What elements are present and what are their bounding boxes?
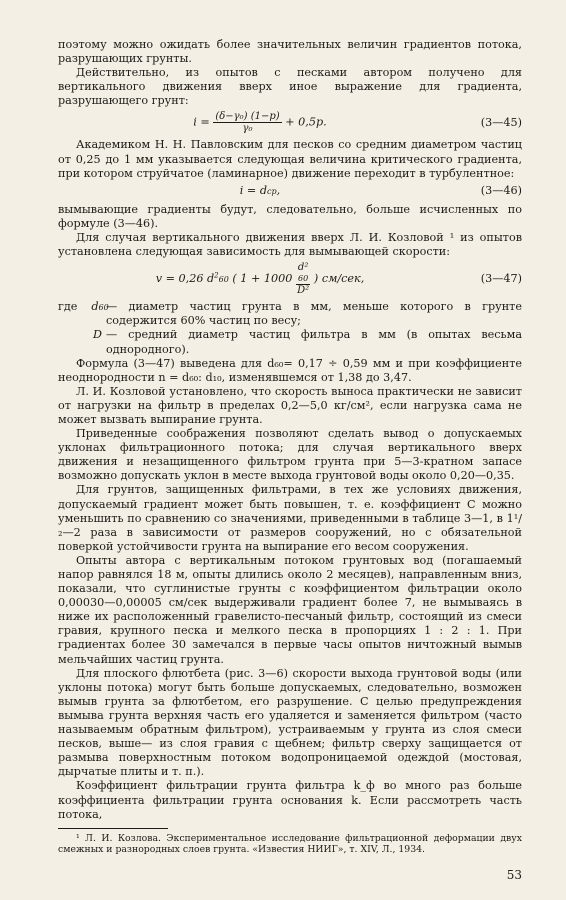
paragraph-3: Академиком Н. Н. Павловским для песков со средним диаметром частиц от 0,25 до 1 мм указывается следующая величина критического градиента, при котором струйчатое (ламинарное) движение переходит в турбулентное:: [58, 138, 522, 180]
equation-number: (3—45): [480, 115, 522, 129]
legend-D: D — средний диаметр частиц фильтра в мм (в опытах весьма однородного).: [93, 328, 522, 356]
footnote: ¹ Л. И. Козлова. Экспериментальное исследование фильтрационной деформации двух смежных и разнородных слоев грунта. «Известия НИИГ», т. XIV, Л., 1934.: [58, 832, 522, 856]
equation-3-46: i = dср, (3—46): [239, 183, 522, 198]
paragraph-1: поэтому можно ожидать более значительных величин градиентов потока, разрушающих грунты.: [58, 38, 522, 66]
equation-3-47: v = 0,26 $d^260$ ( 1 + 1000 d² 60 D² ) см/сек, (3—47): [155, 262, 522, 297]
paragraph-4: вымывающие градиенты будут, следовательно, больше исчисленных по формуле (3—46).: [58, 202, 522, 230]
page-number: 53: [506, 868, 522, 882]
paragraph-6: Формула (3—47) выведена для d₆₀= 0,17 ÷ 0,59 мм и при коэффициенте неоднородности n = d₆₀: d₁₀, изменявшемся от 1,38 до 3,47.: [58, 356, 522, 384]
footnote-divider: [58, 828, 168, 829]
legend-D-text: — средний диаметр частиц фильтра в мм (в опытах весьма однородного).: [106, 328, 522, 356]
paragraph-12: Коэффициент фильтрации грунта фильтра k_ф во много раз больше коэффициента фильтрации грунта основания k. Если рассмотреть часть потока,: [58, 779, 522, 821]
equation-number: (3—47): [480, 272, 522, 286]
legend-d60: где d60 — диаметр частиц грунта в мм, меньше которого в грунте содержится 60% частиц по весу;: [58, 300, 522, 328]
paragraph-10: Опыты автора с вертикальным потоком грунтовых вод (погашаемый напор равнялся 18 м, опыты длились около 2 месяцев), направленным вниз, показали, что суглинистые грунты с коэффициентом фильтрации около 0,00030—0,00005 см/сек выдерживали градиент более 7, не вымываясь в ниже их расположенный гравелисто-песчаный фильтр, состоящий из смеси гравия, крупного песка и мелкого песка в пропорциях 1 : 2 : 1. При градиентах более 30 замечался в первые часы опытов ничтожный вымыв мельчайших частиц грунта.: [58, 553, 522, 666]
equation-number: (3—46): [480, 184, 522, 198]
paragraph-11: Для плоского флютбета (рис. 3—6) скорости выхода грунтовой воды (или уклоны потока) могут быть больше допускаемых, следовательно, возможен вымыв грунта за флютбетом, его разрушение. С целью предупреждения вымыва грунта верхняя часть его удаляется и заменяется фильтром (часто называемым обратным фильтром), устраиваемым у грунта из слоя смеси песков, выше— из слоя гравия с щебнем; фильтр сверху защищается от размыва поверхностным потоком водопроницаемой одеждой (мостовая, дырчатые плиты и т. п.).: [58, 666, 522, 779]
paragraph-8: Приведенные соображения позволяют сделать вывод о допускаемых уклонах фильтрационного потока; для случая вертикального вверх движения и незащищенного фильтром грунта при 5—3-кратном запасе возможно допускать уклон в месте выхода грунтовой воды около 0,20—0,35.: [58, 427, 522, 483]
equation-3-45: i = $\frac{\text{(δ−γ₀) (1−p)}}{\text{γ₀}}$ + 0,5p. (3—45): [193, 111, 522, 135]
paragraph-9: Для грунтов, защищенных фильтрами, в тех же условиях движения, допускаемый градиент может быть повышен, т. е. коэффициент C можно уменьшить по сравнению со значениями, приведенными в таблице 3—1, в 1¹/₂—2 раза в зависимости от размеров сооружений, но с обязательной поверкой устойчивости грунта на выпирание его весом сооружения.: [58, 483, 522, 553]
paragraph-5: Для случая вертикального движения вверх Л. И. Козловой ¹ из опытов установлена следующая зависимость для вымывающей скорости:: [58, 231, 522, 259]
paragraph-7: Л. И. Козловой установлено, что скорость выноса практически не зависит от нагрузки на фильтр в пределах 0,2—5,0 кг/см², если нагрузка сама не может вызвать выпирание грунта.: [58, 384, 522, 426]
legend-d60-text: — диаметр частиц грунта в мм, меньше которого в грунте содержится 60% частиц по весу;: [106, 300, 522, 328]
paragraph-2: Действительно, из опытов с песками автором получено для вертикального движения вверх иное выражение для градиента, разрушающего грунт:: [58, 66, 522, 108]
